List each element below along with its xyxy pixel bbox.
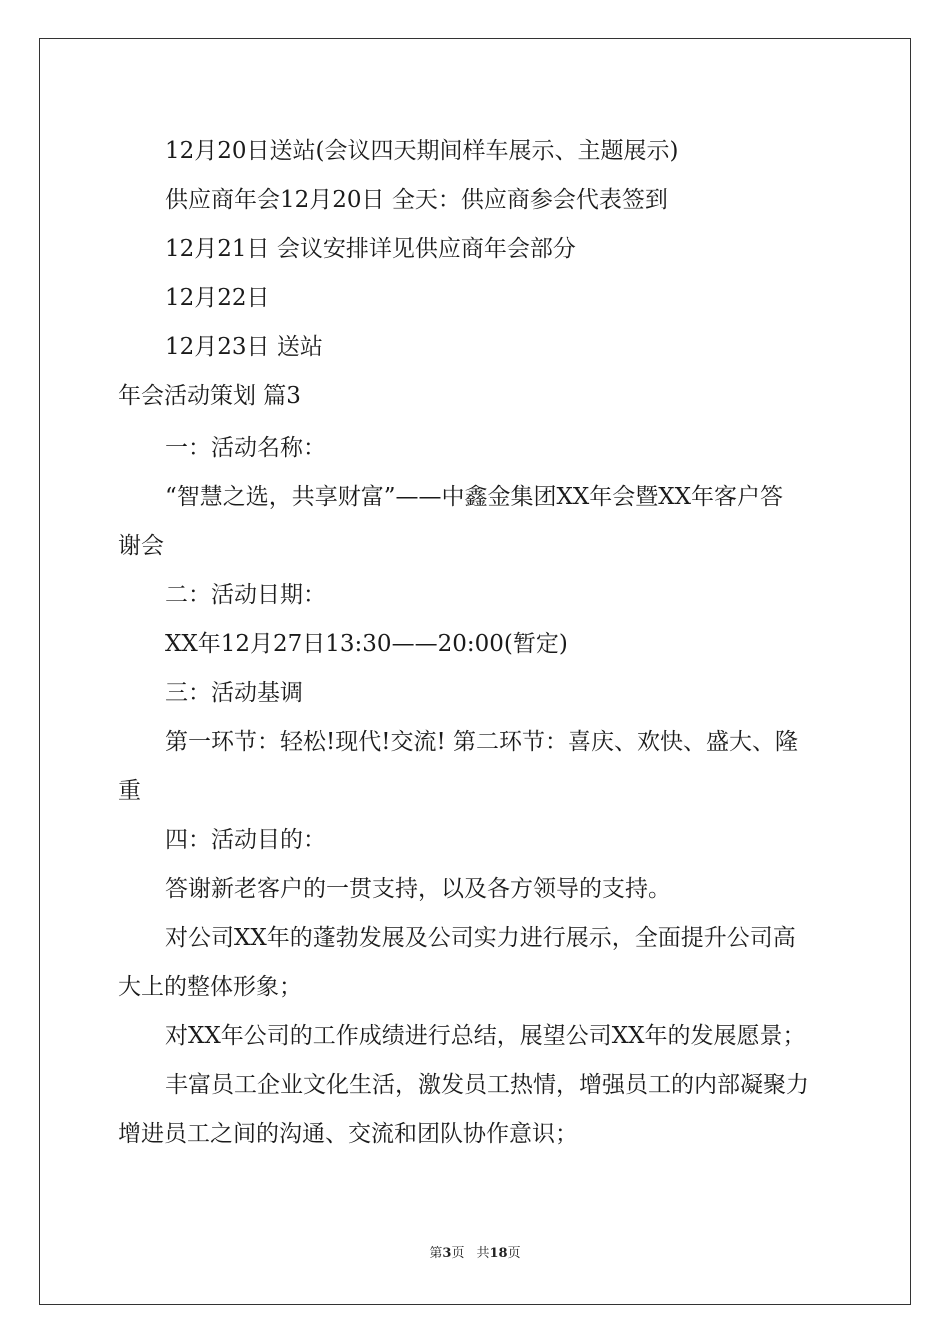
page-frame bbox=[39, 38, 911, 1305]
text-line: 12月22日 bbox=[165, 285, 270, 311]
footer-page-suffix: 页 bbox=[451, 1246, 465, 1261]
text-line: 一：活动名称： bbox=[165, 435, 326, 461]
text-line: 12月21日 会议安排详见供应商年会部分 bbox=[165, 236, 576, 262]
text-line: 重 bbox=[118, 778, 141, 804]
text-line: 12月20日送站(会议四天期间样车展示、主题展示) bbox=[165, 138, 679, 164]
section-heading: 年会活动策划 篇3 bbox=[118, 383, 301, 409]
text-line: XX年12月27日13:30——20:00(暂定) bbox=[165, 631, 568, 657]
footer-total-suffix: 页 bbox=[507, 1246, 521, 1261]
text-line: 四：活动目的： bbox=[165, 827, 326, 853]
page-footer bbox=[0, 1246, 950, 1262]
text-line: 对公司XX年的蓬勃发展及公司实力进行展示，全面提升公司高 bbox=[165, 925, 796, 951]
text-line: 供应商年会12月20日 全天：供应商参会代表签到 bbox=[165, 187, 668, 213]
text-line: 12月23日 送站 bbox=[165, 334, 323, 360]
text-line: “智慧之选，共享财富”——中鑫金集团XX年会暨XX年客户答 bbox=[165, 484, 784, 510]
footer-page-number: 3 bbox=[442, 1246, 452, 1261]
text-line: 第一环节：轻松!现代!交流! 第二环节：喜庆、欢快、盛大、隆 bbox=[165, 729, 799, 755]
text-line: 丰富员工企业文化生活，激发员工热情，增强员工的内部凝聚力 bbox=[165, 1072, 809, 1098]
text-line: 三：活动基调 bbox=[165, 680, 303, 706]
text-line: 二：活动日期： bbox=[165, 582, 326, 608]
footer-page-prefix: 第 bbox=[429, 1246, 443, 1261]
footer-total-number: 18 bbox=[489, 1246, 508, 1261]
footer-total-prefix: 共 bbox=[476, 1246, 490, 1261]
text-line: 谢会 bbox=[118, 533, 164, 559]
text-line: 答谢新老客户的一贯支持，以及各方领导的支持。 bbox=[165, 876, 671, 902]
text-line: 对XX年公司的工作成绩进行总结，展望公司XX年的发展愿景； bbox=[165, 1023, 806, 1049]
text-line: 大上的整体形象； bbox=[118, 974, 302, 1000]
text-line: 增进员工之间的沟通、交流和团队协作意识； bbox=[118, 1121, 578, 1147]
